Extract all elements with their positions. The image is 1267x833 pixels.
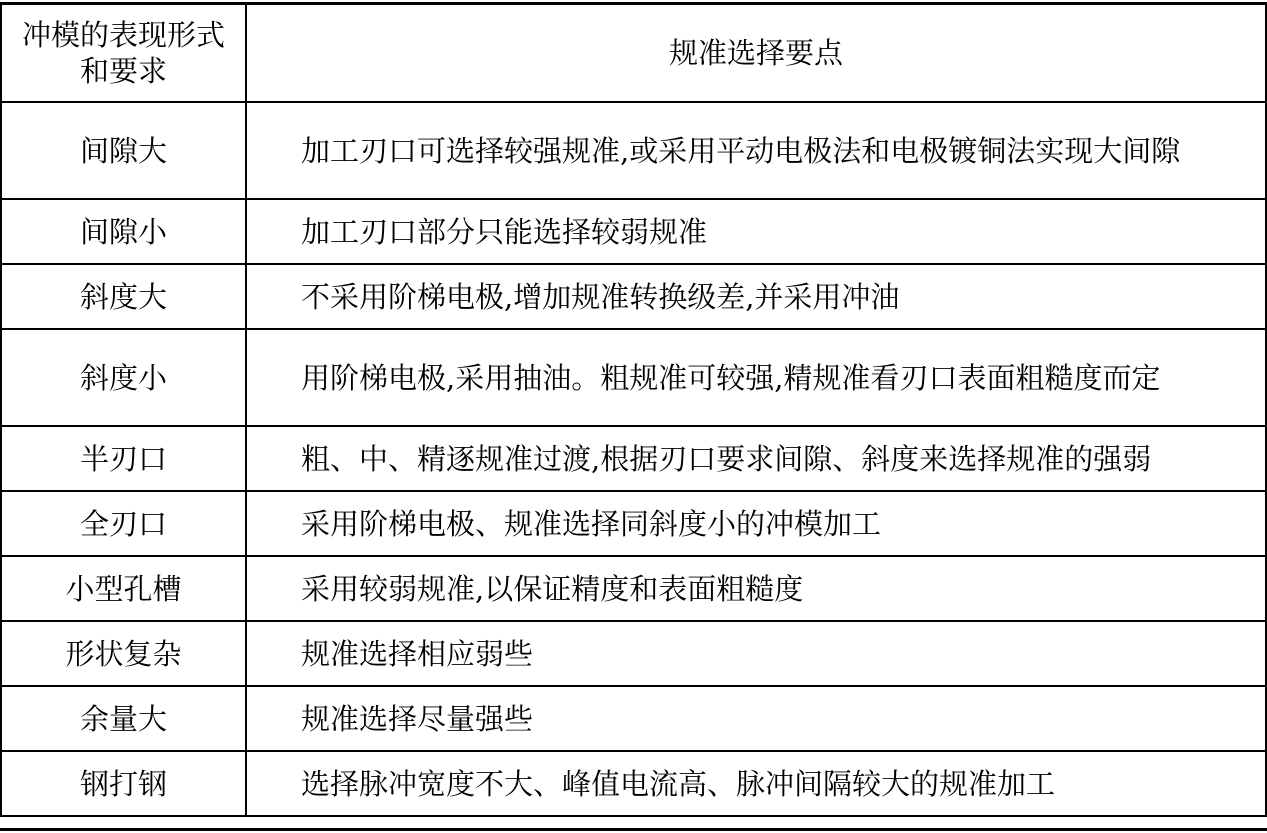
table-row xyxy=(1,102,1266,199)
row-key: 间隙大 xyxy=(1,102,246,199)
row-value: 加工刃口可选择较强规准,或采用平动电极法和电极镀铜法实现大间隙 xyxy=(246,102,1266,199)
row-key: 斜度大 xyxy=(1,264,246,329)
header-key-points: 规准选择要点 xyxy=(246,4,1266,102)
row-key: 斜度小 xyxy=(1,329,246,426)
table-row xyxy=(1,686,1266,751)
table-row xyxy=(1,556,1266,621)
row-key: 形状复杂 xyxy=(1,621,246,686)
table-bottom-rule xyxy=(0,828,1267,831)
row-key: 钢打钢 xyxy=(1,751,246,816)
row-value: 不采用阶梯电极,增加规准转换级差,并采用冲油 xyxy=(246,264,1266,329)
row-value: 用阶梯电极,采用抽油。粗规准可较强,精规准看刃口表面粗糙度而定 xyxy=(246,329,1266,426)
table-row xyxy=(1,199,1266,264)
row-key: 全刃口 xyxy=(1,491,246,556)
row-key: 小型孔槽 xyxy=(1,556,246,621)
table-row xyxy=(1,491,1266,556)
header-form-requirement: 冲模的表现形式和要求 xyxy=(1,4,246,102)
table-header-row xyxy=(1,4,1266,102)
table-row xyxy=(1,329,1266,426)
table-row xyxy=(1,751,1266,816)
row-key: 余量大 xyxy=(1,686,246,751)
row-value: 加工刃口部分只能选择较弱规准 xyxy=(246,199,1266,264)
table-row xyxy=(1,264,1266,329)
row-value: 采用阶梯电极、规准选择同斜度小的冲模加工 xyxy=(246,491,1266,556)
row-key: 半刃口 xyxy=(1,426,246,491)
row-key: 间隙小 xyxy=(1,199,246,264)
row-value: 采用较弱规准,以保证精度和表面粗糙度 xyxy=(246,556,1266,621)
row-value: 粗、中、精逐规准过渡,根据刃口要求间隙、斜度来选择规准的强弱 xyxy=(246,426,1266,491)
row-value: 选择脉冲宽度不大、峰值电流高、脉冲间隔较大的规准加工 xyxy=(246,751,1266,816)
row-value: 规准选择尽量强些 xyxy=(246,686,1266,751)
table-row xyxy=(1,621,1266,686)
spec-table xyxy=(0,3,1267,817)
row-value: 规准选择相应弱些 xyxy=(246,621,1266,686)
table-row xyxy=(1,426,1266,491)
